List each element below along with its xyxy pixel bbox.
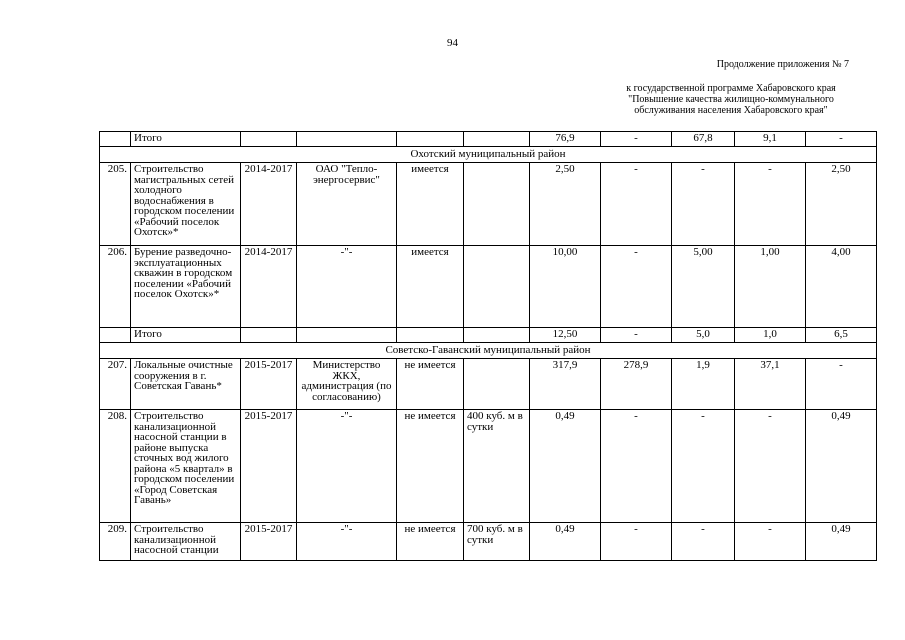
program-table (99, 131, 877, 561)
item-capacity (464, 163, 530, 246)
value-cell: 37,1 (735, 359, 806, 410)
item-docs: имеется (397, 163, 464, 246)
section-title: Советско-Гаванский муниципальный район (100, 343, 877, 359)
value-cell: 2,50 (530, 163, 601, 246)
row-number: 205. (100, 163, 131, 246)
item-period: 2015-2017 (241, 523, 297, 561)
item-name: Строительство магистральных сетей холодного водоснабжения в городском поселении «Рабочий поселок Охотск»* (131, 163, 241, 246)
value-cell: 278,9 (601, 359, 672, 410)
value-cell: 67,8 (672, 132, 735, 147)
table-row (100, 410, 877, 523)
value-cell: 10,00 (530, 246, 601, 328)
value-cell: 1,9 (672, 359, 735, 410)
value-cell: - (735, 523, 806, 561)
value-cell: 1,0 (735, 328, 806, 343)
table-row (100, 246, 877, 328)
value-cell: - (672, 523, 735, 561)
table-row (100, 328, 877, 343)
section-row (100, 343, 877, 359)
table-row (100, 359, 877, 410)
item-capacity: 400 куб. м в сутки (464, 410, 530, 523)
value-cell: 0,49 (806, 410, 877, 523)
value-cell: - (735, 410, 806, 523)
header-line-2: "Повышение качества жилищно-коммунального (628, 94, 834, 105)
value-cell: - (601, 163, 672, 246)
value-cell: 5,0 (672, 328, 735, 343)
item-name: Локальные очистные сооружения в г. Советская Гавань* (131, 359, 241, 410)
continuation-note: Продолжение приложения № 7 (716, 59, 849, 70)
value-cell: - (601, 328, 672, 343)
item-period: 2015-2017 (241, 359, 297, 410)
total-label: Итого (131, 132, 241, 147)
table-row (100, 132, 877, 147)
item-docs: не имеется (397, 523, 464, 561)
value-cell: - (806, 132, 877, 147)
item-docs: не имеется (397, 410, 464, 523)
item-name: Строительство канализационной насосной станции в районе выпуска сточных вод жилого района «5 квартал» в городском поселении «Город Советская Гавань» (131, 410, 241, 523)
table-row (100, 523, 877, 561)
item-executor: Министерство ЖКХ, администрация (по согласованию) (297, 359, 397, 410)
item-docs: имеется (397, 246, 464, 328)
item-docs: не имеется (397, 359, 464, 410)
table-row (100, 163, 877, 246)
appendix-header (601, 59, 861, 116)
item-capacity: 700 куб. м в сутки (464, 523, 530, 561)
row-number: 207. (100, 359, 131, 410)
value-cell: 5,00 (672, 246, 735, 328)
value-cell: - (672, 410, 735, 523)
section-row (100, 147, 877, 163)
item-executor: -"- (297, 523, 397, 561)
value-cell: 2,50 (806, 163, 877, 246)
item-capacity (464, 359, 530, 410)
value-cell: - (601, 132, 672, 147)
value-cell: 0,49 (806, 523, 877, 561)
value-cell: 6,5 (806, 328, 877, 343)
section-title: Охотский муниципальный район (100, 147, 877, 163)
total-label: Итого (131, 328, 241, 343)
value-cell: - (735, 163, 806, 246)
item-name: Строительство канализационной насосной станции (131, 523, 241, 561)
value-cell: 0,49 (530, 410, 601, 523)
value-cell: - (601, 410, 672, 523)
value-cell: 4,00 (806, 246, 877, 328)
row-number: 209. (100, 523, 131, 561)
item-capacity (464, 246, 530, 328)
item-period: 2014-2017 (241, 246, 297, 328)
value-cell: 76,9 (530, 132, 601, 147)
item-name: Бурение разведочно-эксплуатационных скважин в городском поселении «Рабочий поселок Охотск»* (131, 246, 241, 328)
item-period: 2014-2017 (241, 163, 297, 246)
value-cell: - (601, 246, 672, 328)
value-cell: - (806, 359, 877, 410)
value-cell: 0,49 (530, 523, 601, 561)
value-cell: 317,9 (530, 359, 601, 410)
row-number: 208. (100, 410, 131, 523)
item-executor: -"- (297, 246, 397, 328)
value-cell: 9,1 (735, 132, 806, 147)
header-line-3: обслуживания населения Хабаровского края" (634, 105, 828, 116)
page-number: 94 (447, 37, 458, 49)
value-cell: 1,00 (735, 246, 806, 328)
item-executor: ОАО "Тепло-энергосервис" (297, 163, 397, 246)
item-period: 2015-2017 (241, 410, 297, 523)
item-executor: -"- (297, 410, 397, 523)
value-cell: - (601, 523, 672, 561)
header-line-1: к государственной программе Хабаровского края (626, 83, 836, 94)
value-cell: 12,50 (530, 328, 601, 343)
value-cell: - (672, 163, 735, 246)
row-number: 206. (100, 246, 131, 328)
